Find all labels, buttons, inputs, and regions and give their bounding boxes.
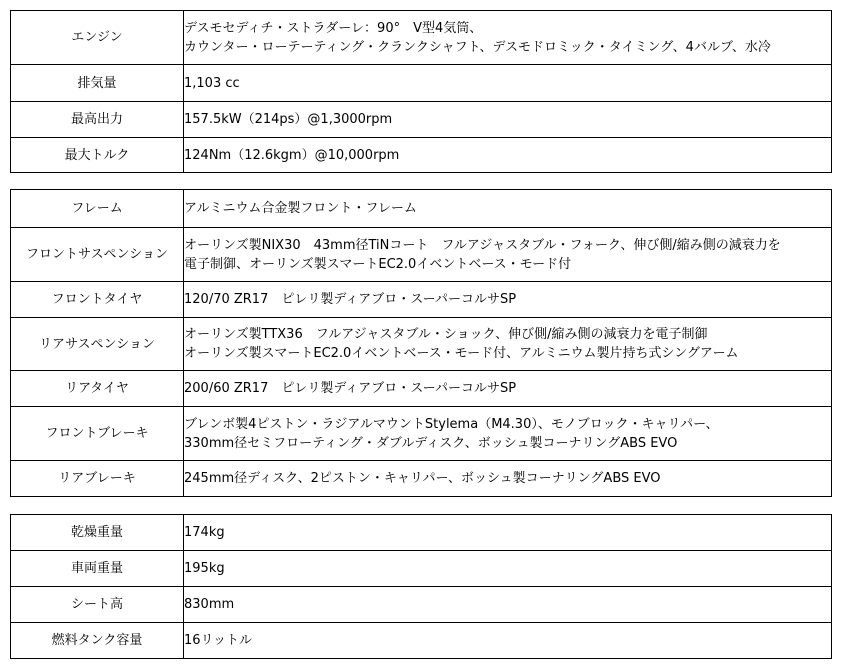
spec-row: [11, 407, 832, 461]
spec-label: リアタイヤ: [11, 371, 184, 407]
spec-value-line: 124Nm（12.6kgm）@10,000rpm: [184, 147, 400, 163]
spec-row: [11, 461, 832, 497]
spec-value-line: 245mm径ディスク、2ピストン・キャリパー、ボッシュ製コーナリングABS EVO: [184, 471, 661, 486]
spec-value-line: ブレンボ製4ピストン・ラジアルマウントStylema（M4.30）、モノブロック・キャリパー、: [184, 416, 719, 432]
spec-value-line: オーリンズ製スマートEC2.0イベントベース・モード付、アルミニウム製片持ち式シングアーム: [184, 346, 739, 361]
spec-label: 最大トルク: [11, 138, 184, 173]
spec-label: フロントブレーキ: [11, 407, 184, 461]
spec-value-line: 200/60 ZR17 ピレリ製ディアブロ・スーパーコルサSP: [184, 381, 517, 396]
spec-row: [11, 371, 832, 407]
spec-value: [184, 318, 832, 371]
spec-label: エンジン: [11, 11, 184, 65]
chassis-spec-table: [10, 189, 832, 497]
spec-label: リアサスペンション: [11, 318, 184, 371]
spec-value: [184, 138, 832, 173]
weight-spec-table: [10, 514, 832, 659]
spec-label: フロントサスペンション: [11, 228, 184, 282]
spec-value: [184, 515, 832, 551]
spec-value: [184, 11, 832, 65]
spec-row: [11, 138, 832, 173]
spec-value: [184, 371, 832, 407]
spec-value-line: オーリンズ製NIX30 43mm径TiNコート フルアジャスタブル・フォーク、伸び側/縮み側の減衰力を: [184, 237, 781, 253]
spec-value-line: デスモセディチ・ストラダーレ：90° V型4気筒、: [184, 20, 483, 36]
spec-value: [184, 228, 832, 282]
spec-value: [184, 190, 832, 228]
spec-label: 乾燥重量: [11, 515, 184, 551]
spec-value-line: 16リットル: [184, 633, 253, 648]
spec-label: 排気量: [11, 65, 184, 102]
engine-spec-table: [10, 10, 832, 173]
spec-row: [11, 515, 832, 551]
spec-label: フレーム: [11, 190, 184, 228]
spec-row: [11, 11, 832, 65]
spec-label: シート高: [11, 587, 184, 623]
spec-row: [11, 102, 832, 138]
spec-label: フロントタイヤ: [11, 282, 184, 318]
spec-value-line: 174kg: [184, 525, 225, 540]
spec-label: リアブレーキ: [11, 461, 184, 497]
spec-value: [184, 623, 832, 659]
spec-value: [184, 587, 832, 623]
spec-row: [11, 318, 832, 371]
spec-value-line: 830mm: [184, 597, 235, 612]
spec-label: 燃料タンク容量: [11, 623, 184, 659]
spec-value-line: 電子制御、オーリンズ製スマートEC2.0イベントベース・モード付: [184, 256, 572, 272]
spec-value: [184, 407, 832, 461]
spec-value-line: アルミニウム合金製フロント・フレーム: [184, 201, 417, 216]
spec-row: [11, 587, 832, 623]
spec-value-line: 1,103 cc: [184, 75, 240, 91]
spec-value: [184, 102, 832, 138]
spec-value-line: 157.5kW（214ps）@1,3000rpm: [184, 112, 393, 127]
spec-value-line: 195kg: [184, 561, 225, 576]
spec-label: 車両重量: [11, 551, 184, 587]
spec-value-line: 120/70 ZR17 ピレリ製ディアブロ・スーパーコルサSP: [184, 292, 517, 307]
spec-value-line: 330mm径セミフローティング・ダブルディスク、ボッシュ製コーナリングABS EVO: [184, 435, 678, 451]
spec-label: 最高出力: [11, 102, 184, 138]
spec-value-line: オーリンズ製TTX36 フルアジャスタブル・ショック、伸び側/縮み側の減衰力を電子制御: [184, 327, 708, 342]
spec-value: [184, 65, 832, 102]
spec-row: [11, 282, 832, 318]
spec-row: [11, 190, 832, 228]
spec-row: [11, 623, 832, 659]
spec-row: [11, 228, 832, 282]
spec-row: [11, 551, 832, 587]
spec-value: [184, 551, 832, 587]
spec-value: [184, 282, 832, 318]
spec-value-line: カウンター・ローテーティング・クランクシャフト、デスモドロミック・タイミング、4バルブ、水冷: [184, 39, 771, 55]
spec-value: [184, 461, 832, 497]
spec-row: [11, 65, 832, 102]
